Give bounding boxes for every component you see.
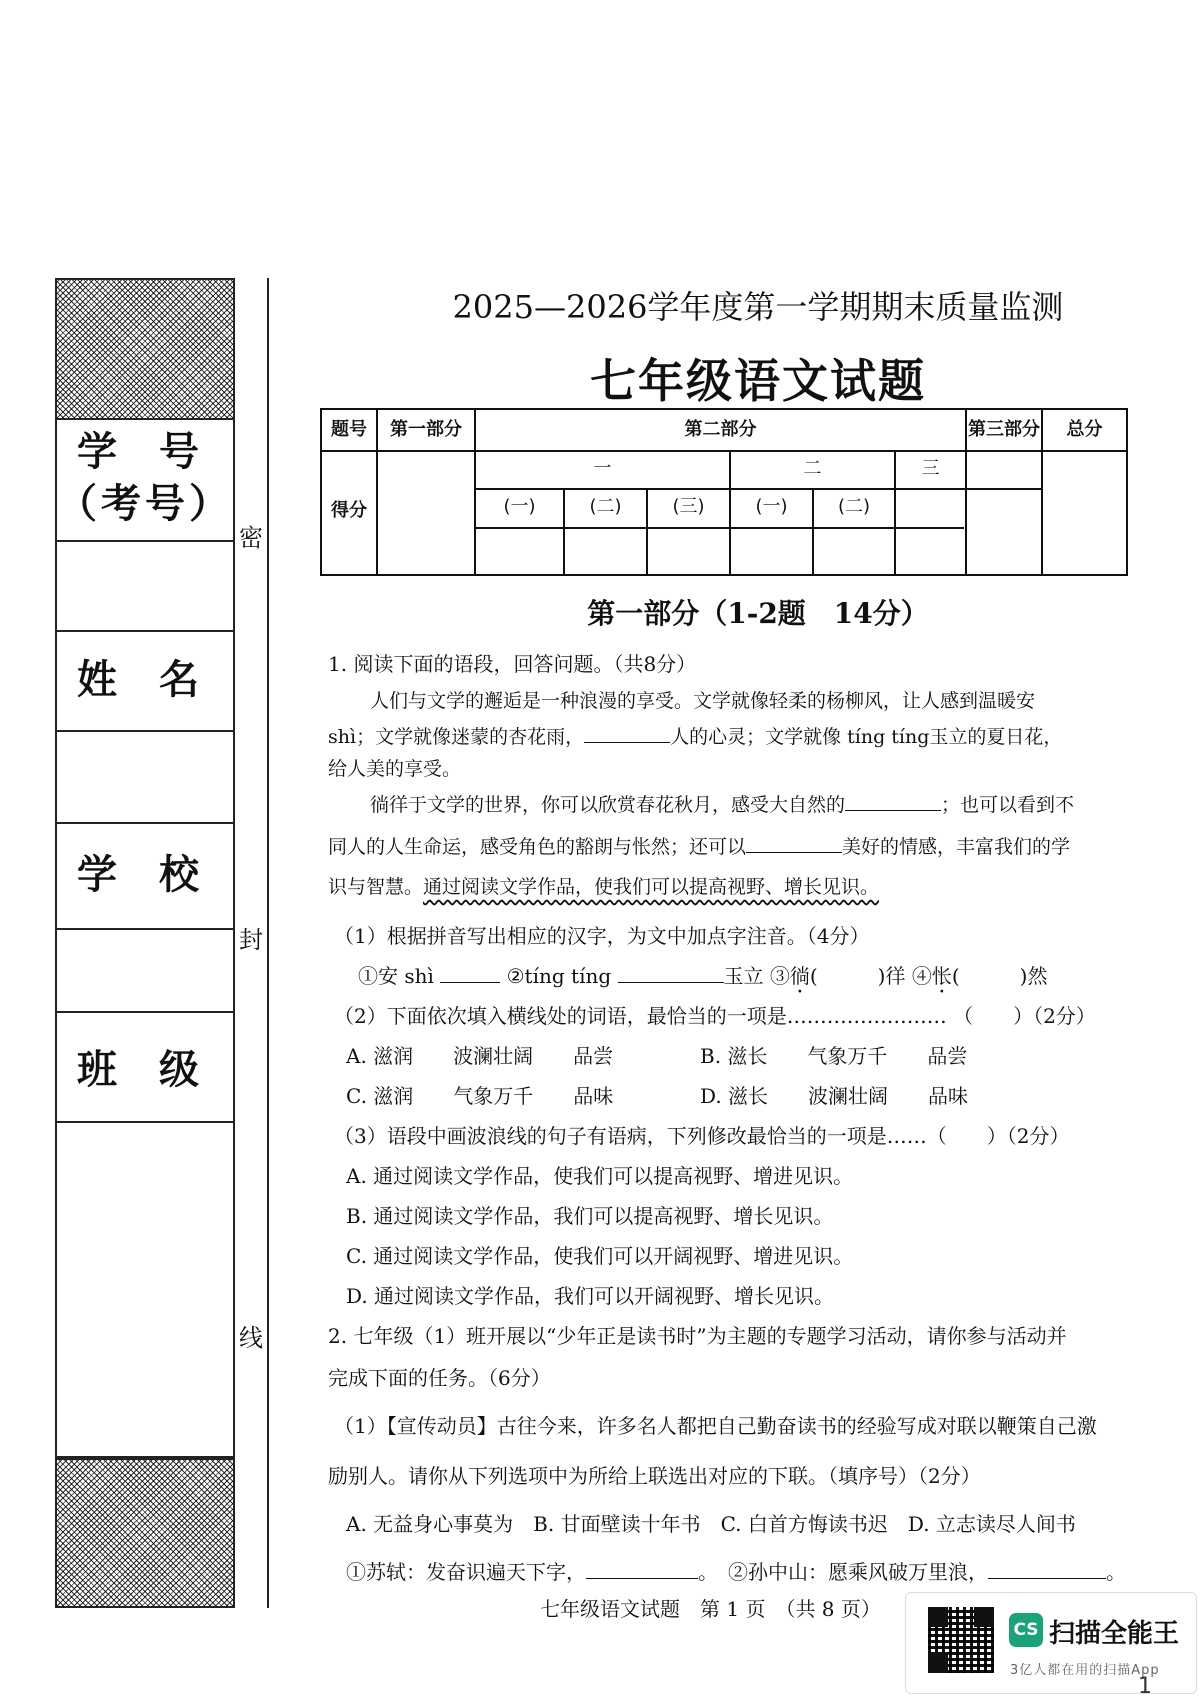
student-info-box — [55, 418, 235, 1458]
name-label: 姓 名 — [77, 656, 213, 703]
school-label: 学 校 — [77, 851, 213, 898]
q1-sub2: （2）下面依次填入横线处的词语，最恰当的一项是…………………… （ ）（2分） — [334, 1004, 1096, 1028]
camscanner-logo-icon: CS — [1009, 1613, 1043, 1647]
field-divider — [55, 1011, 235, 1013]
seal-char-feng: 封 — [238, 920, 264, 955]
field-divider — [55, 822, 235, 824]
q2-sub1: （1）【宣传动员】古往今来，许多名人都把自己勤奋读书的经验写成对联以鞭策自己激 — [334, 1414, 1097, 1438]
q1-passage-line: 同人的人生命运，感受角色的豁朗与怅然；还可以 美好的情感，丰富我们的学 — [328, 836, 1071, 858]
header-question-no: 题号 — [331, 419, 367, 440]
seal-char-mi: 密 — [238, 518, 264, 553]
subsection-1-3: (三) — [672, 496, 705, 517]
exam-title: 2025—2026学年度第一学期期末质量监测 — [452, 288, 1064, 326]
header-part-2: 第二部分 — [684, 419, 757, 440]
exam-number-label: （考号） — [57, 480, 233, 527]
q1-passage-line: 徜徉于文学的世界，你可以欣赏春花秋月，感受大自然的 ；也可以看到不 — [370, 794, 1075, 816]
q1-sub3-option-c[interactable]: C. 通过阅读文学作品，使我们可以开阔视野、增进见识。 — [346, 1244, 854, 1268]
q1-sub1-answers: ①安 shì ②tíng tíng 玉立 ③徜( )徉 ④怅( )然 — [358, 964, 1048, 988]
section-2: 二 — [803, 458, 822, 479]
q1-sub2-option-c[interactable]: C. 滋润 气象万千 品味 — [346, 1084, 614, 1108]
answer-blank[interactable] — [440, 964, 500, 983]
section-1: 一 — [593, 458, 612, 479]
binding-strip — [55, 278, 270, 1608]
q1-passage-line: 给人美的享受。 — [328, 758, 462, 780]
seal-char-xian: 线 — [238, 1318, 264, 1353]
answer-blank[interactable] — [586, 1560, 698, 1579]
q1-stem: 1. 阅读下面的语段，回答问题。（共8分） — [328, 652, 697, 676]
fill-blank[interactable] — [584, 724, 670, 743]
q2-options[interactable]: A. 无益身心事莫为 B. 甘面壁读十年书 C. 白首方悔读书迟 D. 立志读尽人间书 — [346, 1512, 1076, 1536]
field-divider — [55, 540, 235, 542]
q1-sub2-option-d[interactable]: D. 滋长 波澜壮阔 品味 — [700, 1084, 969, 1108]
q1-sub3-option-b[interactable]: B. 通过阅读文学作品，我们可以提高视野、增长见识。 — [346, 1204, 834, 1228]
q2-stem: 完成下面的任务。（6分） — [328, 1366, 551, 1390]
q1-passage-line: 人们与文学的邂逅是一种浪漫的享受。文学就像轻柔的杨柳风，让人感到温暖安 — [370, 690, 1036, 712]
header-part-1: 第一部分 — [390, 419, 462, 440]
scanner-tagline: 3亿人都在用的扫描App — [1010, 1663, 1160, 1678]
subsection-2-2: (二) — [837, 496, 871, 517]
subsection-1-2: (二) — [589, 496, 622, 517]
field-divider — [55, 1121, 235, 1123]
q2-stem: 2. 七年级（1）班开展以“少年正是读书时”为主题的专题学习活动，请你参与活动并 — [328, 1324, 1067, 1348]
q2-sub1: 励别人。请你从下列选项中为所给上联选出对应的下联。（填序号）（2分） — [328, 1464, 981, 1488]
q1-sub3-option-d[interactable]: D. 通过阅读文学作品，我们可以开阔视野、增长见识。 — [346, 1284, 835, 1308]
q1-sub1: （1）根据拼音写出相应的汉字，为文中加点字注音。（4分） — [334, 924, 870, 948]
answer-blank[interactable] — [988, 1560, 1106, 1579]
row-score-label: 得分 — [331, 500, 367, 521]
subject-title: 七年级语文试题 — [590, 354, 926, 408]
field-divider — [55, 630, 235, 632]
q1-sub3: （3）语段中画波浪线的句子有语病，下列修改最恰当的一项是……（ ）（2分） — [334, 1124, 1070, 1148]
q1-sub2-option-a[interactable]: A. 滋润 波澜壮阔 品尝 — [346, 1044, 614, 1068]
field-divider — [55, 928, 235, 930]
wavy-underlined-sentence: 通过阅读文学作品，使我们可以提高视野、增长见识。 — [423, 876, 880, 898]
subsection-2-1: (一) — [755, 496, 788, 517]
scanner-badge[interactable] — [905, 1592, 1197, 1694]
page-number: 1 — [1138, 1674, 1152, 1699]
header-part-3: 第三部分 — [968, 419, 1040, 440]
student-id-label: 学 号 — [77, 428, 213, 475]
scanner-brand: 扫描全能王 — [1049, 1619, 1180, 1649]
field-divider — [55, 730, 235, 732]
fill-blank[interactable] — [746, 834, 842, 853]
fill-blank[interactable] — [845, 792, 941, 811]
part1-heading: 第一部分（1-2题 14分） — [587, 597, 929, 630]
hatched-block-top — [55, 278, 235, 420]
score-table — [320, 408, 1128, 576]
section-3: 三 — [921, 458, 940, 479]
answer-blank[interactable] — [618, 964, 724, 983]
page-footer: 七年级语文试题 第 1 页 （共 8 页） — [540, 1597, 881, 1621]
qr-code-icon — [928, 1607, 994, 1673]
class-label: 班 级 — [77, 1046, 213, 1093]
subsection-1-1: (一) — [503, 496, 536, 517]
q1-passage-line: shì；文学就像迷蒙的杏花雨， 人的心灵；文学就像 tíng tíng玉立的夏日花， — [328, 726, 1063, 748]
seal-line — [267, 278, 269, 1608]
q1-sub2-option-b[interactable]: B. 滋长 气象万千 品尝 — [700, 1044, 968, 1068]
q1-passage-line: 识与智慧。通过阅读文学作品，使我们可以提高视野、增长见识。 — [328, 876, 880, 898]
q1-sub3-option-a[interactable]: A. 通过阅读文学作品，使我们可以提高视野、增进见识。 — [346, 1164, 854, 1188]
hatched-block-bottom — [55, 1458, 235, 1608]
q2-couplets: ①苏轼：发奋识遍天下字， 。 ②孙中山：愿乘风破万里浪， 。 — [346, 1560, 1126, 1584]
header-total: 总分 — [1066, 419, 1103, 440]
